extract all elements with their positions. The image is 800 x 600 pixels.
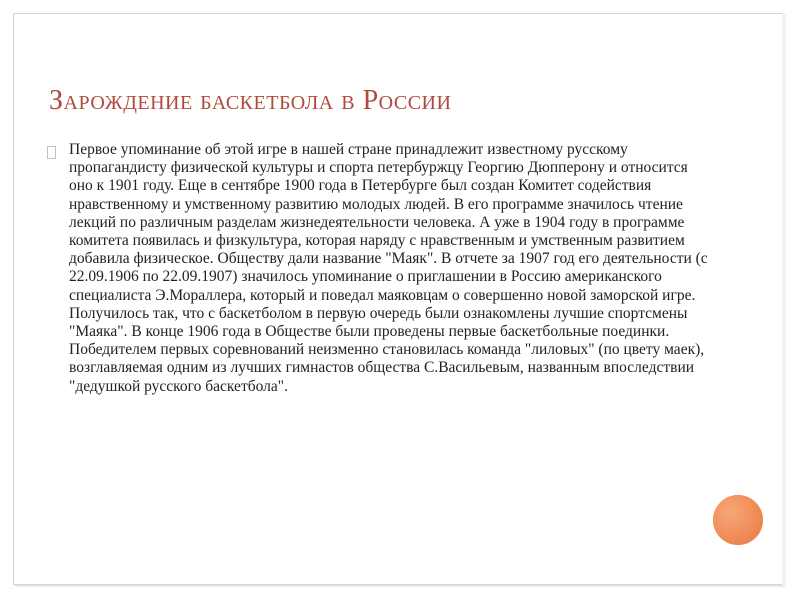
slide-body-paragraph: Первое упоминание об этой игре в нашей стране принадлежит известному русскому пропагандисту физической культуры и спорта петербуржцу Георгию Дюпперону и относится оно к 1901 году. Еще в сентябре 1900 года в Петербурге был создан Комитет содействия нравственному и умственному развитию молодых людей. В его программе значилось чтение лекций по различным разделам жизнедеятельности человека. А уже в 1904 году в программе комитета появилась и физкультура, которая наряду с нравственным и умственным развитием добавила физическое. Обществу дали название "Маяк". В отчете за 1907 год его деятельности (с 22.09.1906 по 22.09.1907) значилось упоминание о приглашении в Россию американского специалиста Э.Мораллера, который и поведал маяковцам о совершенно новой заморской игре. Получилось так, что с баскетболом в первую очередь были ознакомлены лучшие спортсмены "Маяка". В конце 1906 года в Обществе были проведены первые баскетбольные поединки. Победителем первых соревнований неизменно становилась команда "лиловых" (по цвету маек), возглавляемая одним из лучших гимнастов общества С.Васильевым, названным впоследствии "дедушкой русского баскетбола". (69, 141, 708, 395)
orange-circle-icon (713, 495, 763, 545)
orange-circle-highlight (713, 495, 763, 545)
slide-title: Зарождение баскетбола в России (49, 85, 452, 116)
slide-frame-side-bar (782, 14, 786, 585)
bullet-square-icon (47, 146, 56, 159)
